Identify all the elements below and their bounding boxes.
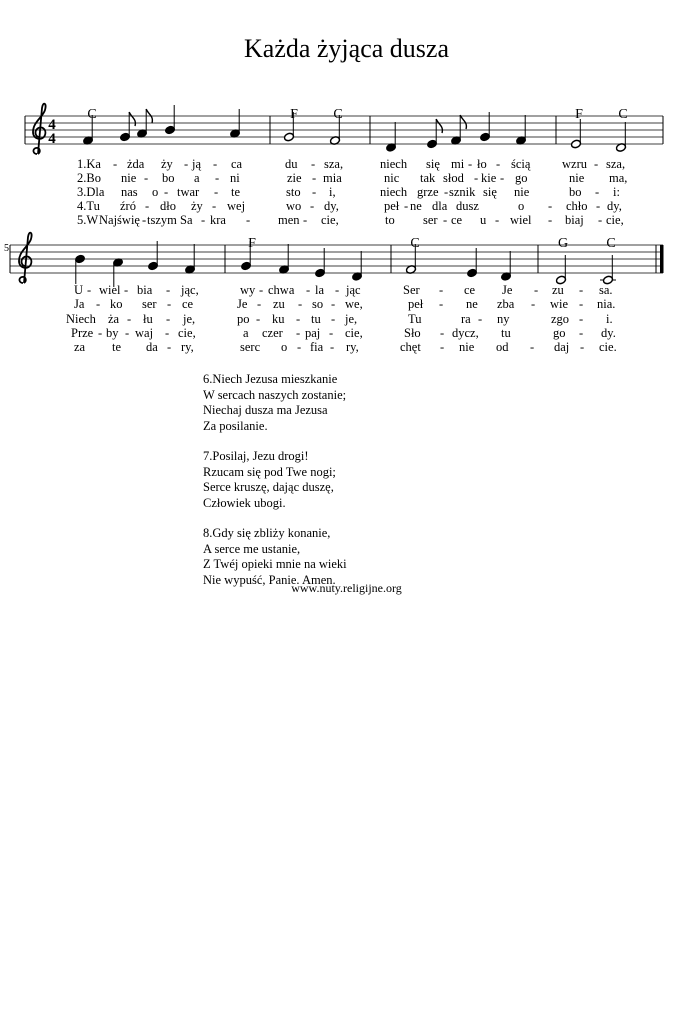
lyric-hyphen: - xyxy=(329,326,334,340)
lyric-hyphen: - xyxy=(87,283,92,297)
lyric-hyphen: - xyxy=(335,283,340,297)
lyric-verse-1 xyxy=(74,283,613,297)
lyric-hyphen: - xyxy=(167,340,172,354)
lyrics-block-1 xyxy=(77,157,627,227)
lyric-syllable: wej xyxy=(227,199,246,213)
lyric-syllable: bia xyxy=(137,283,153,297)
verse-7 xyxy=(203,449,347,511)
lyric-hyphen: - xyxy=(214,185,219,199)
lyric-verse-2 xyxy=(77,171,627,185)
lyric-syllable: wo xyxy=(286,199,302,213)
lyric-syllable: zie xyxy=(287,171,302,185)
lyric-syllable: Tu xyxy=(408,312,422,326)
lyric-hyphen: - xyxy=(296,326,301,340)
time-signature-bottom: 4 xyxy=(48,131,56,147)
verse-line: Rzucam się pod Twe nogi; xyxy=(203,464,336,479)
lyric-syllable: sa. xyxy=(599,283,613,297)
lyric-syllable: ser xyxy=(142,297,157,311)
lyric-syllable: mi xyxy=(451,157,465,171)
lyric-hyphen: - xyxy=(213,157,218,171)
lyric-syllable: nie xyxy=(569,171,585,185)
lyric-hyphen: - xyxy=(530,340,535,354)
lyric-syllable: wiel xyxy=(510,213,532,227)
lyric-hyphen: - xyxy=(256,312,261,326)
lyric-syllable: Niech xyxy=(66,312,96,326)
footer-url: www.nuty.religijne.org xyxy=(291,581,402,595)
lyric-syllable: nie xyxy=(121,171,137,185)
lyric-syllable: zgo xyxy=(551,312,570,326)
lyric-syllable: ra xyxy=(461,312,471,326)
lyric-syllable: ją xyxy=(192,157,202,171)
lyric-syllable: chło xyxy=(566,199,588,213)
lyric-hyphen: - xyxy=(531,297,536,311)
lyric-hyphen: - xyxy=(96,297,101,311)
chord-symbol: G xyxy=(557,236,569,251)
lyric-syllable: dy, xyxy=(324,199,339,213)
lyric-hyphen: - xyxy=(580,340,585,354)
lyric-syllable: serc xyxy=(240,340,261,354)
lyric-hyphen: - xyxy=(495,213,500,227)
lyric-syllable: peł xyxy=(384,199,400,213)
lyric-syllable: nia. xyxy=(597,297,616,311)
lyric-syllable: mia xyxy=(323,171,342,185)
lyric-syllable: so xyxy=(312,297,324,311)
lyric-hyphen: - xyxy=(259,283,264,297)
lyric-syllable: sznik xyxy=(449,185,476,199)
lyric-hyphen: - xyxy=(297,340,302,354)
chord-symbol: C xyxy=(87,107,97,122)
lyric-syllable: peł xyxy=(408,297,424,311)
lyric-hyphen: - xyxy=(439,297,444,311)
lyric-hyphen: - xyxy=(257,297,262,311)
lyric-syllable: by xyxy=(106,326,119,340)
lyric-syllable: daj xyxy=(554,340,570,354)
lyric-syllable: ścią xyxy=(511,157,531,171)
verse-line: Niechaj dusza ma Jezusa xyxy=(203,403,328,417)
staff-line-1 xyxy=(25,116,663,144)
lyric-syllable: niech xyxy=(380,185,408,199)
lyric-syllable: ce xyxy=(464,283,476,297)
lyric-syllable: ne xyxy=(466,297,478,311)
lyric-verse-4 xyxy=(77,199,622,213)
lyric-hyphen: - xyxy=(594,157,599,171)
chord-symbol: C xyxy=(606,236,616,251)
lyric-syllable: wzru xyxy=(562,157,587,171)
lyric-hyphen: - xyxy=(165,326,170,340)
final-barline xyxy=(660,245,664,273)
lyric-hyphen: - xyxy=(145,199,150,213)
lyric-hyphen: - xyxy=(579,326,584,340)
lyric-syllable: 3.Dla xyxy=(77,185,105,199)
lyric-syllable: cie, xyxy=(606,213,624,227)
lyric-verse-2 xyxy=(74,297,615,311)
lyric-syllable: żda xyxy=(127,157,145,171)
verse-line: Człowiek ubogi. xyxy=(203,495,286,510)
lyric-syllable: cie, xyxy=(321,213,339,227)
lyric-syllable: ce xyxy=(182,297,194,311)
lyric-syllable: chęt xyxy=(400,340,421,354)
lyrics-block-2 xyxy=(66,283,617,354)
lyric-syllable: da xyxy=(146,340,158,354)
chord-symbol: F xyxy=(248,236,256,251)
time-signature-top: 4 xyxy=(48,117,56,133)
lyric-syllable: 1.Ka xyxy=(77,157,101,171)
lyric-syllable: to xyxy=(385,213,395,227)
lyric-syllable: ry, xyxy=(181,340,194,354)
verse-line: A serce me ustanie, xyxy=(203,541,301,556)
verse-line: Za posilanie. xyxy=(203,418,268,433)
lyric-hyphen: - xyxy=(500,171,505,185)
lyric-syllable: ser xyxy=(423,213,438,227)
song-title: Każda żyjąca dusza xyxy=(244,34,449,63)
lyric-hyphen: - xyxy=(440,326,445,340)
chord-symbol: C xyxy=(410,236,420,251)
verse-line: Nie wypuść, Panie. Amen. xyxy=(203,572,336,587)
sheet-music-score xyxy=(0,0,693,370)
lyric-syllable: Je xyxy=(502,283,513,297)
lyric-verse-3 xyxy=(66,312,613,326)
lyric-hyphen: - xyxy=(330,340,335,354)
lyric-hyphen: - xyxy=(579,283,584,297)
lyric-syllable: nie xyxy=(514,185,530,199)
lyric-syllable: we, xyxy=(345,297,363,311)
lyric-hyphen: - xyxy=(468,157,473,171)
lyric-syllable: ło xyxy=(477,157,487,171)
lyric-syllable: kra xyxy=(210,213,226,227)
lyric-syllable: je, xyxy=(345,312,358,326)
lyric-syllable: się xyxy=(483,185,497,199)
lyric-syllable: dla xyxy=(432,199,448,213)
lyric-hyphen: - xyxy=(201,213,206,227)
lyric-hyphen: - xyxy=(246,213,251,227)
chord-symbol: C xyxy=(618,107,628,122)
lyric-hyphen: - xyxy=(443,213,448,227)
lyric-syllable: ry, xyxy=(346,340,359,354)
lyric-verse-5 xyxy=(74,340,617,354)
verse-line: 7.Posilaj, Jezu drogi! xyxy=(203,449,309,463)
lyric-syllable: ży xyxy=(191,199,203,213)
chord-symbol: C xyxy=(333,107,343,122)
lyric-syllable: i, xyxy=(329,185,336,199)
lyric-syllable: fia xyxy=(310,340,324,354)
lyric-syllable: paj xyxy=(305,326,321,340)
lyric-hyphen: - xyxy=(166,312,171,326)
lyric-syllable: ce xyxy=(451,213,463,227)
lyric-syllable: łu xyxy=(143,312,153,326)
lyric-syllable: 2.Bo xyxy=(77,171,101,185)
lyric-syllable: Je xyxy=(237,297,248,311)
lyric-syllable: wy xyxy=(240,283,256,297)
lyric-hyphen: - xyxy=(548,213,553,227)
verse-line: 8.Gdy się zbliży konanie, xyxy=(203,526,331,540)
lyric-syllable: ma, xyxy=(609,171,628,185)
lyric-syllable: Sa xyxy=(180,213,193,227)
lyric-syllable: ży xyxy=(161,157,173,171)
lyric-syllable: Sło xyxy=(404,326,421,340)
lyric-syllable: ny xyxy=(497,312,510,326)
lyric-syllable: słod xyxy=(443,171,464,185)
lyric-syllable: źró xyxy=(120,199,136,213)
lyric-syllable: cie, xyxy=(345,326,363,340)
lyric-syllable: ku xyxy=(272,312,285,326)
lyric-hyphen: - xyxy=(113,157,118,171)
lyric-hyphen: - xyxy=(440,340,445,354)
lyric-syllable: a xyxy=(243,326,249,340)
additional-verses xyxy=(203,372,347,603)
verse-8 xyxy=(203,526,347,588)
lyric-hyphen: - xyxy=(534,283,539,297)
lyric-syllable: czer xyxy=(262,326,283,340)
lyric-syllable: Prze xyxy=(71,326,94,340)
lyric-syllable: go xyxy=(553,326,566,340)
lyric-hyphen: - xyxy=(579,297,584,311)
lyric-hyphen: - xyxy=(311,157,316,171)
lyric-syllable: u xyxy=(480,213,487,227)
treble-clef-icon xyxy=(19,233,32,283)
lyric-syllable: Ja xyxy=(74,297,85,311)
lyric-syllable: sza, xyxy=(606,157,626,171)
lyric-hyphen: - xyxy=(127,312,132,326)
lyric-syllable: grze xyxy=(417,185,439,199)
lyric-syllable: te xyxy=(112,340,122,354)
lyric-syllable: tak xyxy=(420,171,436,185)
lyric-hyphen: - xyxy=(166,283,171,297)
lyric-syllable: dycz, xyxy=(452,326,479,340)
lyric-syllable: wie xyxy=(550,297,569,311)
lyric-syllable: biaj xyxy=(565,213,584,227)
lyric-syllable: ni xyxy=(230,171,240,185)
lyric-hyphen: - xyxy=(331,312,336,326)
lyric-hyphen: - xyxy=(312,185,317,199)
lyric-syllable: sza, xyxy=(324,157,344,171)
lyric-syllable: jąc, xyxy=(181,283,199,297)
lyric-syllable: 5.W xyxy=(77,213,98,227)
lyric-hyphen: - xyxy=(125,326,130,340)
lyric-hyphen: - xyxy=(312,171,317,185)
lyric-syllable: ża xyxy=(108,312,120,326)
lyric-syllable: się xyxy=(426,157,440,171)
lyric-verse-4 xyxy=(71,326,616,340)
lyric-syllable: dło xyxy=(160,199,176,213)
lyric-syllable: Ser xyxy=(403,283,420,297)
lyric-syllable: twar xyxy=(177,185,200,199)
lyric-syllable: je, xyxy=(183,312,196,326)
measure-number: 5 xyxy=(4,243,9,254)
lyric-hyphen: - xyxy=(596,199,601,213)
lyric-syllable: te xyxy=(231,185,241,199)
verse-6 xyxy=(203,372,347,434)
lyric-hyphen: - xyxy=(579,312,584,326)
lyric-syllable: nic xyxy=(384,171,400,185)
lyric-syllable: i: xyxy=(613,185,620,199)
lyric-syllable: kie xyxy=(481,171,497,185)
lyric-syllable: Najświę xyxy=(99,213,140,227)
lyric-syllable: 4.Tu xyxy=(77,199,100,213)
chord-symbol: F xyxy=(290,107,298,122)
verse-line: Z Twéj opieki mnie na wieki xyxy=(203,557,347,571)
lyric-syllable: nie xyxy=(459,340,475,354)
lyric-syllable: o xyxy=(152,185,159,199)
lyric-syllable: i. xyxy=(606,312,613,326)
lyric-syllable: go xyxy=(515,171,528,185)
lyric-syllable: tszym xyxy=(147,213,177,227)
notes-line-2 xyxy=(75,241,616,287)
lyric-hyphen: - xyxy=(595,185,600,199)
lyric-syllable: od xyxy=(496,340,509,354)
lyric-syllable: du xyxy=(285,157,298,171)
lyric-syllable: dusz xyxy=(456,199,479,213)
lyric-verse-3 xyxy=(77,185,620,199)
lyric-syllable: sto xyxy=(286,185,301,199)
lyric-hyphen: - xyxy=(474,171,479,185)
lyric-syllable: po xyxy=(237,312,250,326)
lyric-syllable: la xyxy=(315,283,325,297)
lyric-syllable: zba xyxy=(497,297,515,311)
lyric-hyphen: - xyxy=(598,213,603,227)
lyric-hyphen: - xyxy=(184,157,189,171)
lyric-hyphen: - xyxy=(142,213,147,227)
lyric-syllable: zu xyxy=(273,297,285,311)
lyric-hyphen: - xyxy=(496,157,501,171)
lyric-syllable: bo xyxy=(162,171,175,185)
lyric-syllable: ne xyxy=(410,199,422,213)
lyric-syllable: tu xyxy=(311,312,321,326)
lyric-syllable: cie, xyxy=(178,326,196,340)
verse-line: W sercach naszych zostanie; xyxy=(203,387,347,402)
lyric-syllable: jąc xyxy=(346,283,361,297)
lyric-hyphen: - xyxy=(167,297,172,311)
lyric-syllable: nas xyxy=(121,185,138,199)
lyric-syllable: zu xyxy=(552,283,564,297)
lyric-verse-5 xyxy=(77,213,624,227)
lyric-syllable: ko xyxy=(110,297,123,311)
lyric-syllable: chwa xyxy=(268,283,295,297)
lyric-hyphen: - xyxy=(439,283,444,297)
lyric-syllable: o xyxy=(518,199,525,213)
lyric-syllable: niech xyxy=(380,157,408,171)
lyric-hyphen: - xyxy=(124,283,129,297)
lyric-syllable: wiel xyxy=(99,283,121,297)
lyric-syllable: bo xyxy=(569,185,582,199)
lyric-hyphen: - xyxy=(164,185,169,199)
lyric-syllable: men xyxy=(278,213,300,227)
lyric-hyphen: - xyxy=(98,326,103,340)
lyric-hyphen: - xyxy=(310,199,315,213)
verse-line: 6.Niech Jezusa mieszkanie xyxy=(203,372,338,386)
lyric-syllable: tu xyxy=(501,326,511,340)
lyric-syllable: o xyxy=(281,340,288,354)
lyric-hyphen: - xyxy=(215,171,220,185)
lyric-hyphen: - xyxy=(404,199,409,213)
lyric-syllable: za xyxy=(74,340,86,354)
lyric-hyphen: - xyxy=(306,283,311,297)
lyric-syllable: dy, xyxy=(607,199,622,213)
lyric-syllable: cie. xyxy=(599,340,617,354)
lyric-hyphen: - xyxy=(303,213,308,227)
lyric-hyphen: - xyxy=(331,297,336,311)
lyric-syllable: dy. xyxy=(601,326,616,340)
lyric-syllable: waj xyxy=(135,326,154,340)
lyric-hyphen: - xyxy=(444,185,449,199)
lyric-hyphen: - xyxy=(212,199,217,213)
lyric-hyphen: - xyxy=(298,297,303,311)
lyric-syllable: U xyxy=(74,283,84,297)
lyric-hyphen: - xyxy=(478,312,483,326)
lyric-syllable: ca xyxy=(231,157,243,171)
lyric-hyphen: - xyxy=(144,171,149,185)
notes-line-1 xyxy=(83,105,627,152)
chord-symbol: F xyxy=(575,107,583,122)
lyric-hyphen: - xyxy=(548,199,553,213)
lyric-verse-1 xyxy=(77,157,625,171)
treble-clef-icon xyxy=(33,104,46,154)
verse-line: Serce kruszę, dając duszę, xyxy=(203,480,334,494)
lyric-syllable: a xyxy=(194,171,200,185)
lyric-hyphen: - xyxy=(296,312,301,326)
